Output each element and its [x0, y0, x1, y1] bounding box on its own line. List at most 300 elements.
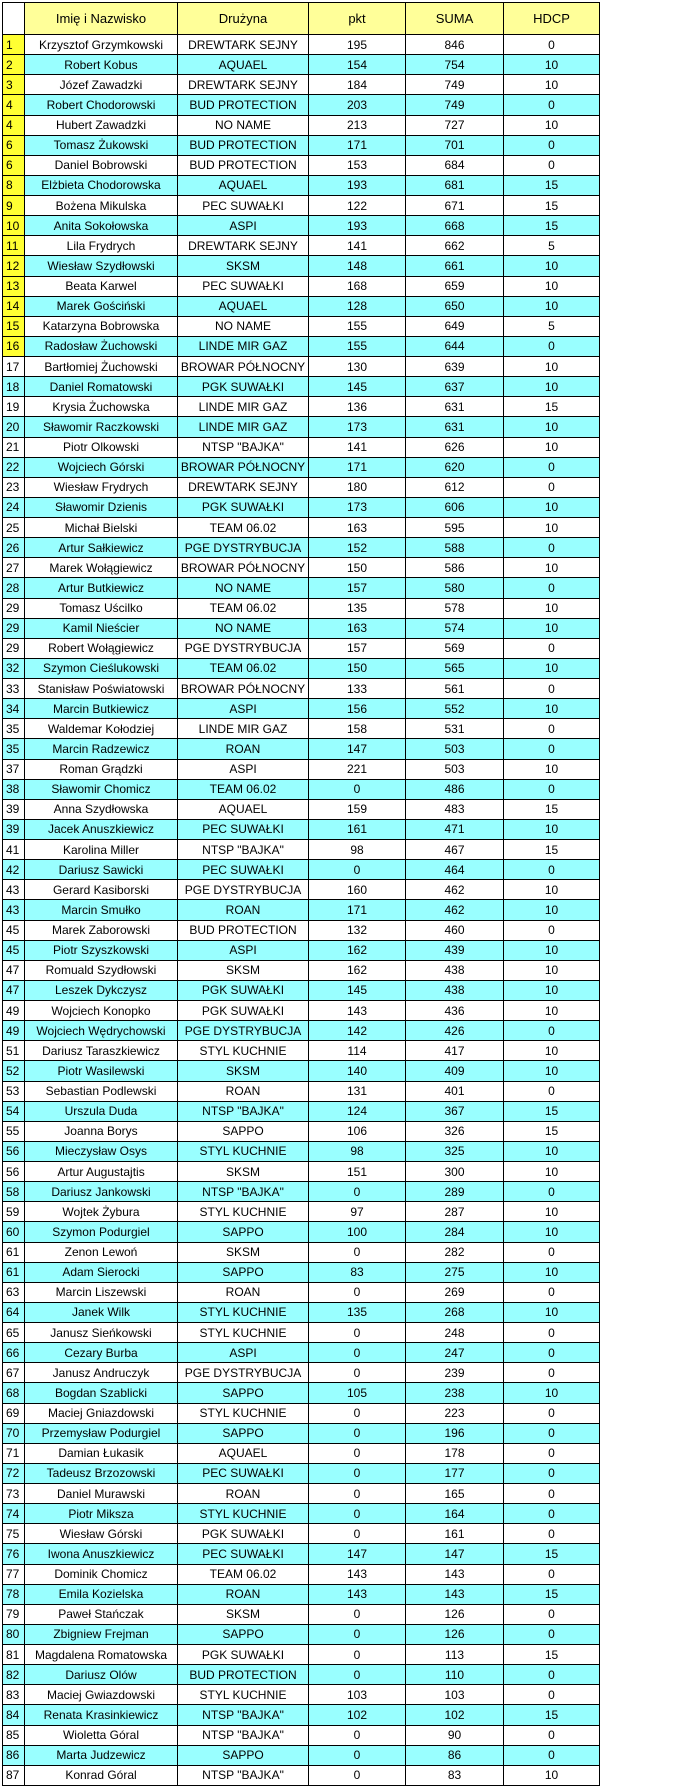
name-cell: Wiesław Szydłowski [25, 256, 178, 276]
table-row [3, 95, 600, 115]
pkt-cell: 0 [309, 1242, 406, 1262]
hdcp-cell: 0 [504, 719, 600, 739]
rank-cell: 83 [3, 1685, 25, 1705]
table-row [3, 1604, 600, 1624]
header-team: Drużyna [178, 3, 309, 35]
hdcp-cell: 0 [504, 336, 600, 356]
suma-cell: 588 [406, 538, 504, 558]
rank-cell: 29 [3, 638, 25, 658]
rank-cell: 45 [3, 940, 25, 960]
suma-cell: 595 [406, 518, 504, 538]
name-cell: Daniel Bobrowski [25, 155, 178, 175]
team-cell: AQUAEL [178, 296, 309, 316]
team-cell: ASPI [178, 1343, 309, 1363]
rank-cell: 26 [3, 538, 25, 558]
pkt-cell: 163 [309, 618, 406, 638]
pkt-cell: 160 [309, 880, 406, 900]
pkt-cell: 162 [309, 960, 406, 980]
pkt-cell: 83 [309, 1262, 406, 1282]
rank-cell: 15 [3, 316, 25, 336]
table-row [3, 377, 600, 397]
suma-cell: 86 [406, 1745, 504, 1765]
team-cell: PGE DYSTRYBUCJA [178, 538, 309, 558]
rank-cell: 2 [3, 55, 25, 75]
name-cell: Bogdan Szablicki [25, 1383, 178, 1403]
name-cell: Wiesław Frydrych [25, 477, 178, 497]
name-cell: Szymon Podurgiel [25, 1222, 178, 1242]
hdcp-cell: 15 [504, 196, 600, 216]
name-cell: Adam Sierocki [25, 1262, 178, 1282]
rank-cell: 49 [3, 1021, 25, 1041]
suma-cell: 289 [406, 1182, 504, 1202]
team-cell: NTSP "BAJKA" [178, 840, 309, 860]
name-cell: Joanna Borys [25, 1121, 178, 1141]
rank-cell: 38 [3, 779, 25, 799]
table-row [3, 1302, 600, 1322]
rank-cell: 75 [3, 1524, 25, 1544]
rank-cell: 61 [3, 1262, 25, 1282]
team-cell: PGK SUWAŁKI [178, 1001, 309, 1021]
hdcp-cell: 5 [504, 316, 600, 336]
suma-cell: 503 [406, 759, 504, 779]
name-cell: Beata Karwel [25, 276, 178, 296]
name-cell: Dariusz Taraszkiewicz [25, 1041, 178, 1061]
hdcp-cell: 10 [504, 880, 600, 900]
suma-cell: 409 [406, 1061, 504, 1081]
hdcp-cell: 10 [504, 1202, 600, 1222]
pkt-cell: 151 [309, 1162, 406, 1182]
name-cell: Waldemar Kołodziej [25, 719, 178, 739]
hdcp-cell: 10 [504, 960, 600, 980]
hdcp-cell: 15 [504, 1121, 600, 1141]
hdcp-cell: 0 [504, 1504, 600, 1524]
suma-cell: 754 [406, 55, 504, 75]
suma-cell: 426 [406, 1021, 504, 1041]
rank-cell: 37 [3, 759, 25, 779]
suma-cell: 143 [406, 1584, 504, 1604]
team-cell: STYL KUCHNIE [178, 1041, 309, 1061]
results-body [3, 35, 600, 1786]
table-row [3, 1383, 600, 1403]
hdcp-cell: 0 [504, 779, 600, 799]
team-cell: SKSM [178, 1061, 309, 1081]
pkt-cell: 100 [309, 1222, 406, 1242]
name-cell: Elżbieta Chodorowska [25, 175, 178, 195]
hdcp-cell: 10 [504, 1765, 600, 1785]
hdcp-cell: 0 [504, 679, 600, 699]
pkt-cell: 133 [309, 679, 406, 699]
hdcp-cell: 0 [504, 1745, 600, 1765]
rank-cell: 14 [3, 296, 25, 316]
suma-cell: 164 [406, 1504, 504, 1524]
name-cell: Dariusz Jankowski [25, 1182, 178, 1202]
name-cell: Damian Łukasik [25, 1443, 178, 1463]
rank-cell: 71 [3, 1443, 25, 1463]
name-cell: Zenon Lewoń [25, 1242, 178, 1262]
team-cell: PEC SUWAŁKI [178, 1544, 309, 1564]
pkt-cell: 221 [309, 759, 406, 779]
suma-cell: 612 [406, 477, 504, 497]
suma-cell: 467 [406, 840, 504, 860]
rank-cell: 72 [3, 1463, 25, 1483]
pkt-cell: 155 [309, 316, 406, 336]
suma-cell: 580 [406, 578, 504, 598]
name-cell: Artur Butkiewicz [25, 578, 178, 598]
pkt-cell: 103 [309, 1685, 406, 1705]
team-cell: LINDE MIR GAZ [178, 719, 309, 739]
name-cell: Marek Zaborowski [25, 920, 178, 940]
rank-cell: 85 [3, 1725, 25, 1745]
hdcp-cell: 10 [504, 1222, 600, 1242]
hdcp-cell: 0 [504, 1081, 600, 1101]
suma-cell: 326 [406, 1121, 504, 1141]
rank-cell: 6 [3, 155, 25, 175]
team-cell: PGE DYSTRYBUCJA [178, 1363, 309, 1383]
rank-cell: 66 [3, 1343, 25, 1363]
suma-cell: 662 [406, 236, 504, 256]
suma-cell: 471 [406, 819, 504, 839]
table-row [3, 1403, 600, 1423]
table-row [3, 256, 600, 276]
hdcp-cell: 0 [504, 95, 600, 115]
name-cell: Marcin Butkiewicz [25, 699, 178, 719]
rank-cell: 56 [3, 1141, 25, 1161]
suma-cell: 438 [406, 960, 504, 980]
name-cell: Dominik Chomicz [25, 1564, 178, 1584]
table-row [3, 558, 600, 578]
team-cell: AQUAEL [178, 1443, 309, 1463]
rank-cell: 12 [3, 256, 25, 276]
hdcp-cell: 0 [504, 1484, 600, 1504]
hdcp-cell: 10 [504, 558, 600, 578]
pkt-cell: 98 [309, 840, 406, 860]
name-cell: Jacek Anuszkiewicz [25, 819, 178, 839]
rank-cell: 10 [3, 216, 25, 236]
hdcp-cell: 0 [504, 155, 600, 175]
rank-cell: 58 [3, 1182, 25, 1202]
team-cell: NTSP "BAJKA" [178, 1182, 309, 1202]
suma-cell: 460 [406, 920, 504, 940]
suma-cell: 282 [406, 1242, 504, 1262]
rank-cell: 22 [3, 457, 25, 477]
team-cell: ROAN [178, 1584, 309, 1604]
suma-cell: 483 [406, 799, 504, 819]
team-cell: BUD PROTECTION [178, 1665, 309, 1685]
table-row [3, 1584, 600, 1604]
hdcp-cell: 10 [504, 276, 600, 296]
rank-cell: 23 [3, 477, 25, 497]
rank-cell: 27 [3, 558, 25, 578]
hdcp-cell: 0 [504, 920, 600, 940]
hdcp-cell: 0 [504, 1343, 600, 1363]
table-row [3, 940, 600, 960]
name-cell: Hubert Zawadzki [25, 115, 178, 135]
name-cell: Piotr Szyszkowski [25, 940, 178, 960]
team-cell: PEC SUWAŁKI [178, 1463, 309, 1483]
team-cell: BUD PROTECTION [178, 155, 309, 175]
pkt-cell: 161 [309, 819, 406, 839]
team-cell: ASPI [178, 940, 309, 960]
hdcp-cell: 5 [504, 236, 600, 256]
hdcp-cell: 0 [504, 538, 600, 558]
hdcp-cell: 10 [504, 518, 600, 538]
table-row [3, 1121, 600, 1141]
name-cell: Daniel Murawski [25, 1484, 178, 1504]
pkt-cell: 128 [309, 296, 406, 316]
pkt-cell: 171 [309, 900, 406, 920]
pkt-cell: 106 [309, 1121, 406, 1141]
pkt-cell: 195 [309, 35, 406, 55]
pkt-cell: 180 [309, 477, 406, 497]
suma-cell: 300 [406, 1162, 504, 1182]
pkt-cell: 173 [309, 497, 406, 517]
team-cell: ROAN [178, 1484, 309, 1504]
suma-cell: 102 [406, 1705, 504, 1725]
team-cell: NO NAME [178, 578, 309, 598]
suma-cell: 749 [406, 75, 504, 95]
hdcp-cell: 10 [504, 1141, 600, 1161]
name-cell: Szymon Cieślukowski [25, 658, 178, 678]
table-row [3, 1665, 600, 1685]
suma-cell: 147 [406, 1544, 504, 1564]
table-row [3, 1484, 600, 1504]
hdcp-cell: 0 [504, 1182, 600, 1202]
hdcp-cell: 10 [504, 1302, 600, 1322]
name-cell: Marek Gościński [25, 296, 178, 316]
rank-cell: 76 [3, 1544, 25, 1564]
hdcp-cell: 0 [504, 739, 600, 759]
team-cell: ROAN [178, 900, 309, 920]
name-cell: Konrad Góral [25, 1765, 178, 1785]
name-cell: Zbigniew Frejman [25, 1624, 178, 1644]
rank-cell: 82 [3, 1665, 25, 1685]
pkt-cell: 0 [309, 779, 406, 799]
table-row [3, 1101, 600, 1121]
team-cell: PGK SUWAŁKI [178, 980, 309, 1000]
name-cell: Tomasz Uścilko [25, 598, 178, 618]
suma-cell: 671 [406, 196, 504, 216]
table-row [3, 1463, 600, 1483]
suma-cell: 287 [406, 1202, 504, 1222]
suma-cell: 561 [406, 679, 504, 699]
name-cell: Robert Chodorowski [25, 95, 178, 115]
team-cell: BUD PROTECTION [178, 920, 309, 940]
pkt-cell: 156 [309, 699, 406, 719]
hdcp-cell: 15 [504, 175, 600, 195]
team-cell: SKSM [178, 1162, 309, 1182]
team-cell: NO NAME [178, 115, 309, 135]
hdcp-cell: 0 [504, 1665, 600, 1685]
pkt-cell: 0 [309, 1645, 406, 1665]
pkt-cell: 168 [309, 276, 406, 296]
hdcp-cell: 0 [504, 1242, 600, 1262]
name-cell: Krysia Żuchowska [25, 397, 178, 417]
name-cell: Romuald Szydłowski [25, 960, 178, 980]
table-row [3, 1262, 600, 1282]
team-cell: ROAN [178, 739, 309, 759]
rank-cell: 19 [3, 397, 25, 417]
team-cell: SKSM [178, 960, 309, 980]
pkt-cell: 97 [309, 1202, 406, 1222]
hdcp-cell: 10 [504, 900, 600, 920]
header-hdcp: HDCP [504, 3, 600, 35]
rank-cell: 42 [3, 860, 25, 880]
rank-cell: 67 [3, 1363, 25, 1383]
rank-cell: 43 [3, 880, 25, 900]
rank-cell: 29 [3, 618, 25, 638]
pkt-cell: 0 [309, 1323, 406, 1343]
table-row [3, 296, 600, 316]
team-cell: SAPPO [178, 1222, 309, 1242]
team-cell: PGK SUWAŁKI [178, 497, 309, 517]
team-cell: DREWTARK SEJNY [178, 477, 309, 497]
hdcp-cell: 0 [504, 1021, 600, 1041]
team-cell: TEAM 06.02 [178, 518, 309, 538]
hdcp-cell: 10 [504, 437, 600, 457]
pkt-cell: 135 [309, 1302, 406, 1322]
pkt-cell: 213 [309, 115, 406, 135]
rank-cell: 61 [3, 1242, 25, 1262]
team-cell: DREWTARK SEJNY [178, 236, 309, 256]
pkt-cell: 0 [309, 1343, 406, 1363]
table-row [3, 1282, 600, 1302]
table-row [3, 1323, 600, 1343]
table-row [3, 417, 600, 437]
suma-cell: 684 [406, 155, 504, 175]
rank-cell: 39 [3, 819, 25, 839]
pkt-cell: 141 [309, 236, 406, 256]
team-cell: TEAM 06.02 [178, 658, 309, 678]
name-cell: Cezary Burba [25, 1343, 178, 1363]
team-cell: ROAN [178, 1081, 309, 1101]
pkt-cell: 0 [309, 1725, 406, 1745]
name-cell: Marek Wołągiewicz [25, 558, 178, 578]
suma-cell: 668 [406, 216, 504, 236]
table-row [3, 538, 600, 558]
name-cell: Józef Zawadzki [25, 75, 178, 95]
team-cell: STYL KUCHNIE [178, 1685, 309, 1705]
rank-cell: 33 [3, 679, 25, 699]
hdcp-cell: 10 [504, 75, 600, 95]
hdcp-cell: 0 [504, 1403, 600, 1423]
team-cell: AQUAEL [178, 799, 309, 819]
pkt-cell: 105 [309, 1383, 406, 1403]
table-row [3, 638, 600, 658]
pkt-cell: 135 [309, 598, 406, 618]
table-row [3, 1745, 600, 1765]
team-cell: PGK SUWAŁKI [178, 1645, 309, 1665]
team-cell: BROWAR PÓŁNOCNY [178, 357, 309, 377]
team-cell: NTSP "BAJKA" [178, 1765, 309, 1785]
hdcp-cell: 0 [504, 135, 600, 155]
pkt-cell: 145 [309, 980, 406, 1000]
table-row [3, 196, 600, 216]
table-row [3, 1443, 600, 1463]
rank-cell: 47 [3, 980, 25, 1000]
rank-cell: 55 [3, 1121, 25, 1141]
rank-cell: 54 [3, 1101, 25, 1121]
suma-cell: 462 [406, 880, 504, 900]
name-cell: Anita Sokołowska [25, 216, 178, 236]
hdcp-cell: 10 [504, 296, 600, 316]
pkt-cell: 147 [309, 739, 406, 759]
name-cell: Marcin Radzewicz [25, 739, 178, 759]
team-cell: ASPI [178, 699, 309, 719]
suma-cell: 196 [406, 1423, 504, 1443]
rank-cell: 25 [3, 518, 25, 538]
hdcp-cell: 10 [504, 377, 600, 397]
hdcp-cell: 15 [504, 840, 600, 860]
name-cell: Lila Frydrych [25, 236, 178, 256]
team-cell: SAPPO [178, 1745, 309, 1765]
pkt-cell: 157 [309, 578, 406, 598]
table-row [3, 1705, 600, 1725]
team-cell: PGK SUWAŁKI [178, 1524, 309, 1544]
rank-cell: 24 [3, 497, 25, 517]
table-row [3, 699, 600, 719]
suma-cell: 749 [406, 95, 504, 115]
suma-cell: 247 [406, 1343, 504, 1363]
hdcp-cell: 0 [504, 35, 600, 55]
suma-cell: 503 [406, 739, 504, 759]
suma-cell: 631 [406, 417, 504, 437]
rank-cell: 6 [3, 135, 25, 155]
rank-cell: 56 [3, 1162, 25, 1182]
header-rank [3, 3, 25, 35]
rank-cell: 87 [3, 1765, 25, 1785]
header-pkt: pkt [309, 3, 406, 35]
hdcp-cell: 0 [504, 1282, 600, 1302]
hdcp-cell: 10 [504, 357, 600, 377]
suma-cell: 417 [406, 1041, 504, 1061]
table-row [3, 175, 600, 195]
pkt-cell: 148 [309, 256, 406, 276]
team-cell: PGE DYSTRYBUCJA [178, 1021, 309, 1041]
suma-cell: 565 [406, 658, 504, 678]
team-cell: DREWTARK SEJNY [178, 35, 309, 55]
rank-cell: 63 [3, 1282, 25, 1302]
table-row [3, 739, 600, 759]
pkt-cell: 145 [309, 377, 406, 397]
table-row [3, 1624, 600, 1644]
hdcp-cell: 15 [504, 799, 600, 819]
rank-cell: 3 [3, 75, 25, 95]
name-cell: Leszek Dykczysz [25, 980, 178, 1000]
team-cell: NTSP "BAJKA" [178, 1705, 309, 1725]
team-cell: LINDE MIR GAZ [178, 417, 309, 437]
suma-cell: 701 [406, 135, 504, 155]
rank-cell: 4 [3, 115, 25, 135]
hdcp-cell: 15 [504, 397, 600, 417]
pkt-cell: 163 [309, 518, 406, 538]
rank-cell: 1 [3, 35, 25, 55]
table-row [3, 679, 600, 699]
table-row [3, 980, 600, 1000]
team-cell: ROAN [178, 1282, 309, 1302]
hdcp-cell: 10 [504, 1162, 600, 1182]
table-row [3, 1645, 600, 1665]
pkt-cell: 0 [309, 1665, 406, 1685]
rank-cell: 74 [3, 1504, 25, 1524]
suma-cell: 325 [406, 1141, 504, 1161]
name-cell: Wojciech Wędrychowski [25, 1021, 178, 1041]
name-cell: Iwona Anuszkiewicz [25, 1544, 178, 1564]
hdcp-cell: 10 [504, 417, 600, 437]
rank-cell: 81 [3, 1645, 25, 1665]
team-cell: ASPI [178, 216, 309, 236]
suma-cell: 238 [406, 1383, 504, 1403]
pkt-cell: 0 [309, 1624, 406, 1644]
